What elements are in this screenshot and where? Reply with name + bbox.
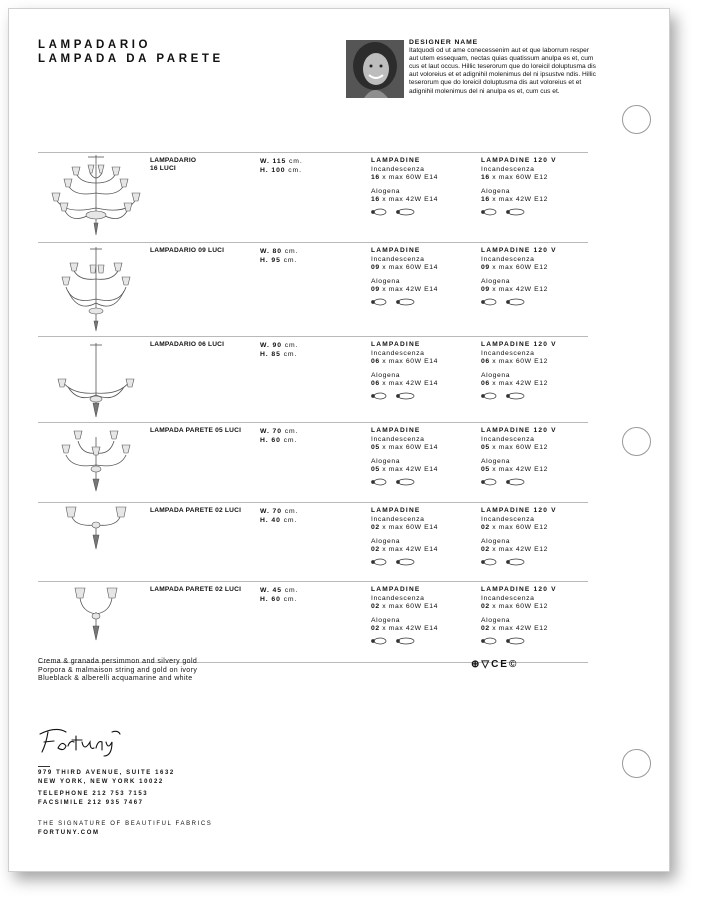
bulb-icon xyxy=(371,558,421,566)
certification-marks: ⊕▽CE© xyxy=(471,659,519,670)
bulb-icon xyxy=(481,392,531,400)
company-address: 979 THIRD AVENUE, SUITE 1632 NEW YORK, NEW YORK 10022 xyxy=(38,770,175,785)
bulbs-us: LAMPADINE 120 V Incandescenza 02 x max 60W E12 Alogena 02 x max 42W E12 xyxy=(481,507,557,570)
product-name: LAMPADARIO 09 LUCI xyxy=(150,247,225,254)
designer-bio: Itatquodi od ut ame conecessenim aut et que laborrum resper aut utem essequam, nectas quias quatissum anulpa es et, cum cus et laut occus. Hillic teserorum que do loreicil doluptusma dis aut voloreius et et adignihil molenimus del ni ipsustve ndis. Hillic teserorum que do loreicil doluptusma dis aut voloreius et et adignihil molenimus del ni anulpa es et, cum cus et. xyxy=(409,47,596,95)
product-row xyxy=(38,422,588,503)
color-option: Blueblack & alberelli acquamarine and white xyxy=(38,675,193,683)
color-option: Porpora & malmaison string and gold on ivory xyxy=(38,666,198,674)
product-name: LAMPADA PARETE 05 LUCI xyxy=(150,427,242,434)
bulbs-eu: LAMPADINE Incandescenza 02 x max 60W E14 Alogena 02 x max 42W E14 xyxy=(371,586,438,649)
company-phone: TELEPHONE 212 753 7153 FACSIMILE 212 935 7467 xyxy=(38,791,149,806)
bulb-icon xyxy=(371,392,421,400)
page-title xyxy=(38,38,224,66)
bulbs-us: LAMPADINE 120 V Incandescenza 16 x max 60W E12 Alogena 16 x max 42W E12 xyxy=(481,157,557,220)
bulb-icon xyxy=(481,298,531,306)
bulb-icon xyxy=(371,478,421,486)
bulb-icon xyxy=(481,478,531,486)
bulb-icon xyxy=(481,637,531,645)
bulbs-eu: LAMPADINE Incandescenza 09 x max 60W E14 Alogena 09 x max 42W E14 xyxy=(371,247,438,310)
bulbs-eu: LAMPADINE Incandescenza 16 x max 60W E14 Alogena 16 x max 42W E14 xyxy=(371,157,438,220)
bulbs-eu: LAMPADINE Incandescenza 05 x max 60W E14 Alogena 05 x max 42W E14 xyxy=(371,427,438,490)
bulbs-eu: LAMPADINE Incandescenza 02 x max 60W E14 Alogena 02 x max 42W E14 xyxy=(371,507,438,570)
product-name: LAMPADA PARETE 02 LUCI xyxy=(150,507,242,514)
bulb-icon xyxy=(481,558,531,566)
bulbs-us: LAMPADINE 120 V Incandescenza 06 x max 60W E12 Alogena 06 x max 42W E12 xyxy=(481,341,557,404)
punch-hole xyxy=(622,749,651,778)
dimensions: W. 70 cm. H. 40 cm. xyxy=(260,508,299,524)
dimensions: W. 115 cm. H. 100 cm. xyxy=(260,158,303,174)
bulb-icon xyxy=(371,298,421,306)
chandelier-06-illustration xyxy=(38,337,148,421)
chandelier-09-illustration xyxy=(38,243,148,333)
company-tagline: THE SIGNATURE OF BEAUTIFUL FABRICS FORTUNY.COM xyxy=(38,821,213,836)
fortuny-signature-logo xyxy=(36,724,126,758)
color-options xyxy=(38,658,197,684)
dimensions: W. 70 cm. H. 60 cm. xyxy=(260,428,299,444)
company-website[interactable]: FORTUNY.COM xyxy=(38,829,100,836)
bulbs-us: LAMPADINE 120 V Incandescenza 05 x max 60W E12 Alogena 05 x max 42W E12 xyxy=(481,427,557,490)
product-row xyxy=(38,152,588,243)
title-line-1: LAMPADARIO xyxy=(38,39,152,51)
product-name: LAMPADARIO 06 LUCI xyxy=(150,341,225,348)
product-name: LAMPADARIO 16 LUCI xyxy=(150,157,197,172)
product-row xyxy=(38,581,588,663)
dimensions: W. 45 cm. H. 60 cm. xyxy=(260,587,299,603)
product-name: LAMPADA PARETE 02 LUCI xyxy=(150,586,242,593)
bulb-icon xyxy=(481,208,531,216)
punch-hole xyxy=(622,427,651,456)
wall-lamp-02a-illustration xyxy=(38,503,148,579)
product-row xyxy=(38,502,588,582)
bulb-icon xyxy=(371,637,421,645)
dimensions: W. 90 cm. H. 85 cm. xyxy=(260,342,299,358)
designer-name: DESIGNER NAME xyxy=(409,39,479,46)
wall-lamp-02b-illustration xyxy=(38,582,148,660)
bulbs-us: LAMPADINE 120 V Incandescenza 09 x max 60W E12 Alogena 09 x max 42W E12 xyxy=(481,247,557,310)
product-row xyxy=(38,242,588,337)
wall-lamp-05-illustration xyxy=(38,423,148,501)
designer-photo xyxy=(346,40,404,98)
designer-bio-block xyxy=(409,39,599,96)
title-line-2: LAMPADA DA PARETE xyxy=(38,53,224,65)
bulbs-us: LAMPADINE 120 V Incandescenza 02 x max 60W E12 Alogena 02 x max 42W E12 xyxy=(481,586,557,649)
dimensions: W. 80 cm. H. 95 cm. xyxy=(260,248,299,264)
divider xyxy=(38,766,50,767)
chandelier-16-illustration xyxy=(38,153,148,241)
punch-hole xyxy=(622,105,651,134)
bulb-icon xyxy=(371,208,421,216)
product-row xyxy=(38,336,588,423)
color-option: Crema & granada persimmon and silvery gold xyxy=(38,658,198,665)
bulbs-eu: LAMPADINE Incandescenza 06 x max 60W E14 Alogena 06 x max 42W E14 xyxy=(371,341,438,404)
